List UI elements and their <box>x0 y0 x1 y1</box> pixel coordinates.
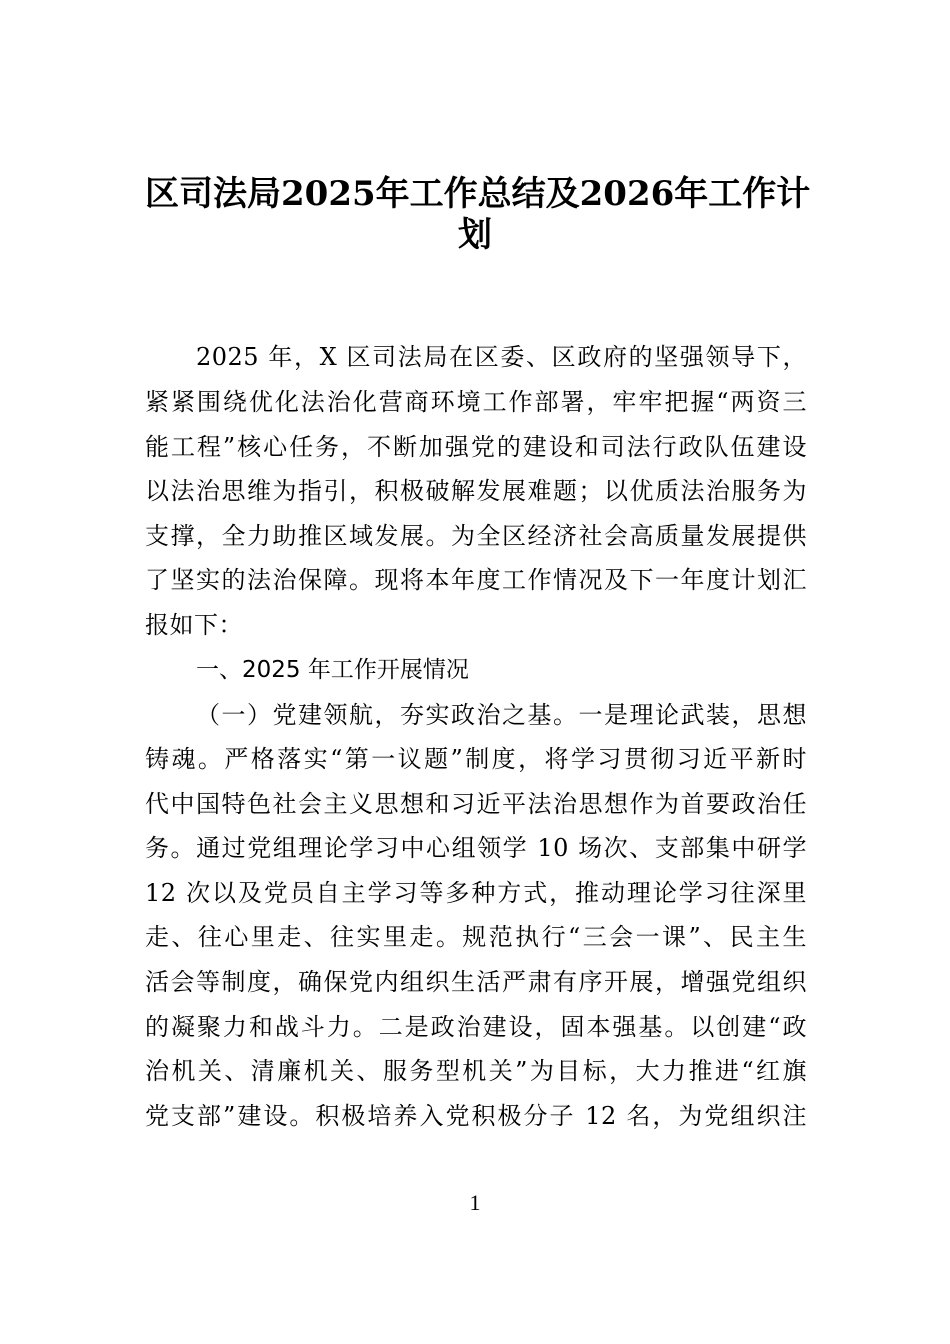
section1-paragraph-line: 12 次以及党员自主学习等多种方式，推动理论学习往深里 <box>145 879 807 907</box>
intro-paragraph-line: 支撑，全力助推区域发展。为全区经济社会高质量发展提供 <box>145 522 807 550</box>
document-title-line-1: 区司法局2025年工作总结及2026年工作计 <box>145 174 811 214</box>
intro-paragraph-line: 了坚实的法治保障。现将本年度工作情况及下一年度计划汇 <box>145 566 807 594</box>
section1-paragraph-line: 党支部”建设。积极培养入党积极分子 12 名，为党组织注 <box>145 1102 807 1130</box>
section1-paragraph-line: 代中国特色社会主义思想和习近平法治思想作为首要政治任 <box>145 790 807 818</box>
intro-paragraph-line: 2025 年，X 区司法局在区委、区政府的坚强领导下， <box>196 343 807 371</box>
document-title-line-2: 划 <box>458 215 492 255</box>
section1-paragraph-line: 活会等制度，确保党内组织生活严肃有序开展，增强党组织 <box>145 968 807 996</box>
page-number: 1 <box>469 1190 481 1215</box>
section1-paragraph-line: 走、往心里走、往实里走。规范执行“三会一课”、民主生 <box>145 923 807 951</box>
intro-paragraph-line: 以法治思维为指引，积极破解发展难题；以优质法治服务为 <box>145 477 807 505</box>
section1-paragraph-line: 治机关、清廉机关、服务型机关”为目标，大力推进“红旗 <box>145 1057 807 1085</box>
section1-paragraph-line: （一）党建领航，夯实政治之基。一是理论武装，思想 <box>196 701 807 729</box>
intro-paragraph-line: 能工程”核心任务，不断加强党的建设和司法行政队伍建设 <box>145 433 807 461</box>
section1-paragraph-line: 务。通过党组理论学习中心组领学 10 场次、支部集中研学 <box>145 834 807 862</box>
section1-paragraph-line: 的凝聚力和战斗力。二是政治建设，固本强基。以创建“政 <box>145 1013 807 1041</box>
section1-paragraph-line: 铸魂。严格落实“第一议题”制度，将学习贯彻习近平新时 <box>145 745 807 773</box>
section-heading: 一、2025 年工作开展情况 <box>196 657 469 683</box>
intro-paragraph-line: 紧紧围绕优化法治化营商环境工作部署，牢牢把握“两资三 <box>145 388 807 416</box>
intro-paragraph-line: 报如下： <box>145 611 243 639</box>
